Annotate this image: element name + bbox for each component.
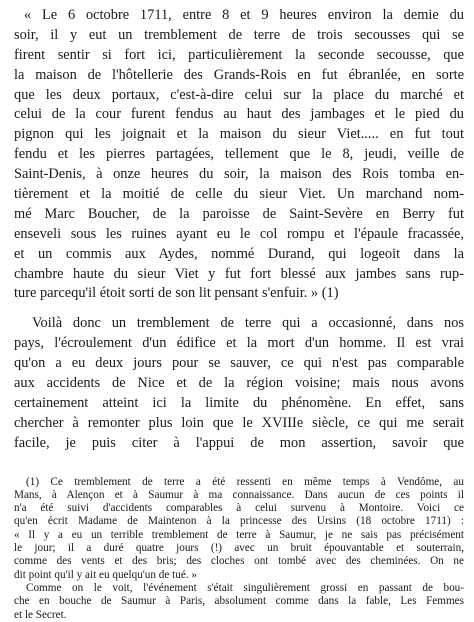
text-line: certainement atteint ici la limite du phénomène. En effet, sans — [14, 394, 464, 411]
text-line: pignon qui les joignait et la maison du sieur Viet..... en fut tout — [14, 126, 464, 143]
text-line: Voilà donc un tremblement de terre qui a occasionné, dans nos — [32, 315, 464, 332]
footnote-line: comme des vents et des bris; des cloches ont tombé avec des cheminées. On ne — [14, 555, 464, 568]
text-line: que les deux portaux, c'est-à-dire celui sur la place du marché et — [14, 86, 464, 103]
paragraph-gap — [14, 304, 464, 314]
footnote-line: « Il y a eu un terrible tremblement de terre à Saumur, je ne sais pas précisément — [14, 528, 464, 541]
text-line: « Le 6 octobre 1711, entre 8 et 9 heures environ la demie du — [24, 7, 464, 23]
quote-paragraph — [14, 6, 464, 304]
footnote-line: che en bouche de Saumur à Paris, absolument comme dans la fable, Les Femmes — [14, 595, 464, 608]
text-line: ture parcequ'il étoit sorti de son lit pensant s'enfuir. » (1) — [14, 285, 339, 302]
footnote-line: qu'en écrit Madame de Maintenon à la princesse des Ursins (18 octobre 1711) : — [14, 515, 464, 528]
text-line: facile, je puis citer à l'appui de mon assertion, savoir que — [14, 434, 464, 451]
text-line: enseveli sous les ruines ayant eu le col rompu et l'épaule fracassée, — [14, 225, 464, 242]
text-line: la maison de l'hôtellerie des Grands-Rois en fut ébranlée, en sorte — [14, 66, 464, 83]
footnote-gap — [14, 454, 464, 476]
text-line: celui de la cour furent fendus au haut des jambages et le pied du — [14, 106, 464, 123]
footnote-line: Mans, à Alençon et à Saumur à ma connaissance. Dans aucun de ces points il — [14, 488, 464, 501]
text-line: aux accidents de Nice et de la région voisine; mais nous avons — [14, 375, 464, 392]
text-line: Saint-Denis, à onze heures du soir, la maison des Rois tomba en- — [14, 166, 464, 183]
footnote-line: Comme on le voit, l'événement s'était singulièrement grossi en passant de bou- — [26, 581, 464, 594]
text-line: fendu et les pierres partagées, tellement que le 8, jeudi, veille de — [14, 146, 464, 163]
text-line: et un commis aux Aydes, nommé Durand, qui logeoit dans la — [14, 245, 464, 262]
text-line: firent sentir si fort ici, particulièrement la seconde secousse, que — [14, 46, 464, 63]
footnote-line: n'a été suivi d'accidents comparables à celui survenu à Montoire. Voici ce — [14, 502, 464, 515]
document-page — [14, 6, 464, 622]
footnote-line: (1) Ce tremblement de terre a été ressenti en même temps à Vendôme, au — [26, 475, 464, 488]
text-line: tièrement et la moitié de celle du sieur Viet. Un marchand nom- — [14, 186, 464, 203]
text-line: soir, il y eut un tremblement de terre de trois secousses qui se — [14, 26, 464, 43]
text-line: chambre haute du sieur Viet y fut fort blessé aux jambes sans rup- — [14, 265, 464, 282]
text-line: chercher à remonter plus loin que le XVIIIe siècle, ce qui me serait — [14, 414, 464, 431]
footnote-line: dit point qu'il y ait eu quelqu'un de tué. » — [14, 568, 198, 581]
footnote-line: et le Secret. — [14, 608, 67, 621]
text-line: mé Marc Boucher, de la paroisse de Saint-Sevère en Berry fut — [14, 205, 464, 222]
text-line: pays, l'écroulement d'un édifice et la mort d'un homme. Il est vrai — [14, 335, 464, 352]
text-line: qu'on a eu deux jours pour se sauver, ce qui n'est pas comparable — [14, 355, 464, 372]
body-paragraph — [14, 314, 464, 453]
footnote-line: le jour; il a duré quatre jours (!) avec un bruit épouvantable et souterrain, — [14, 542, 464, 555]
footnote — [14, 476, 464, 622]
